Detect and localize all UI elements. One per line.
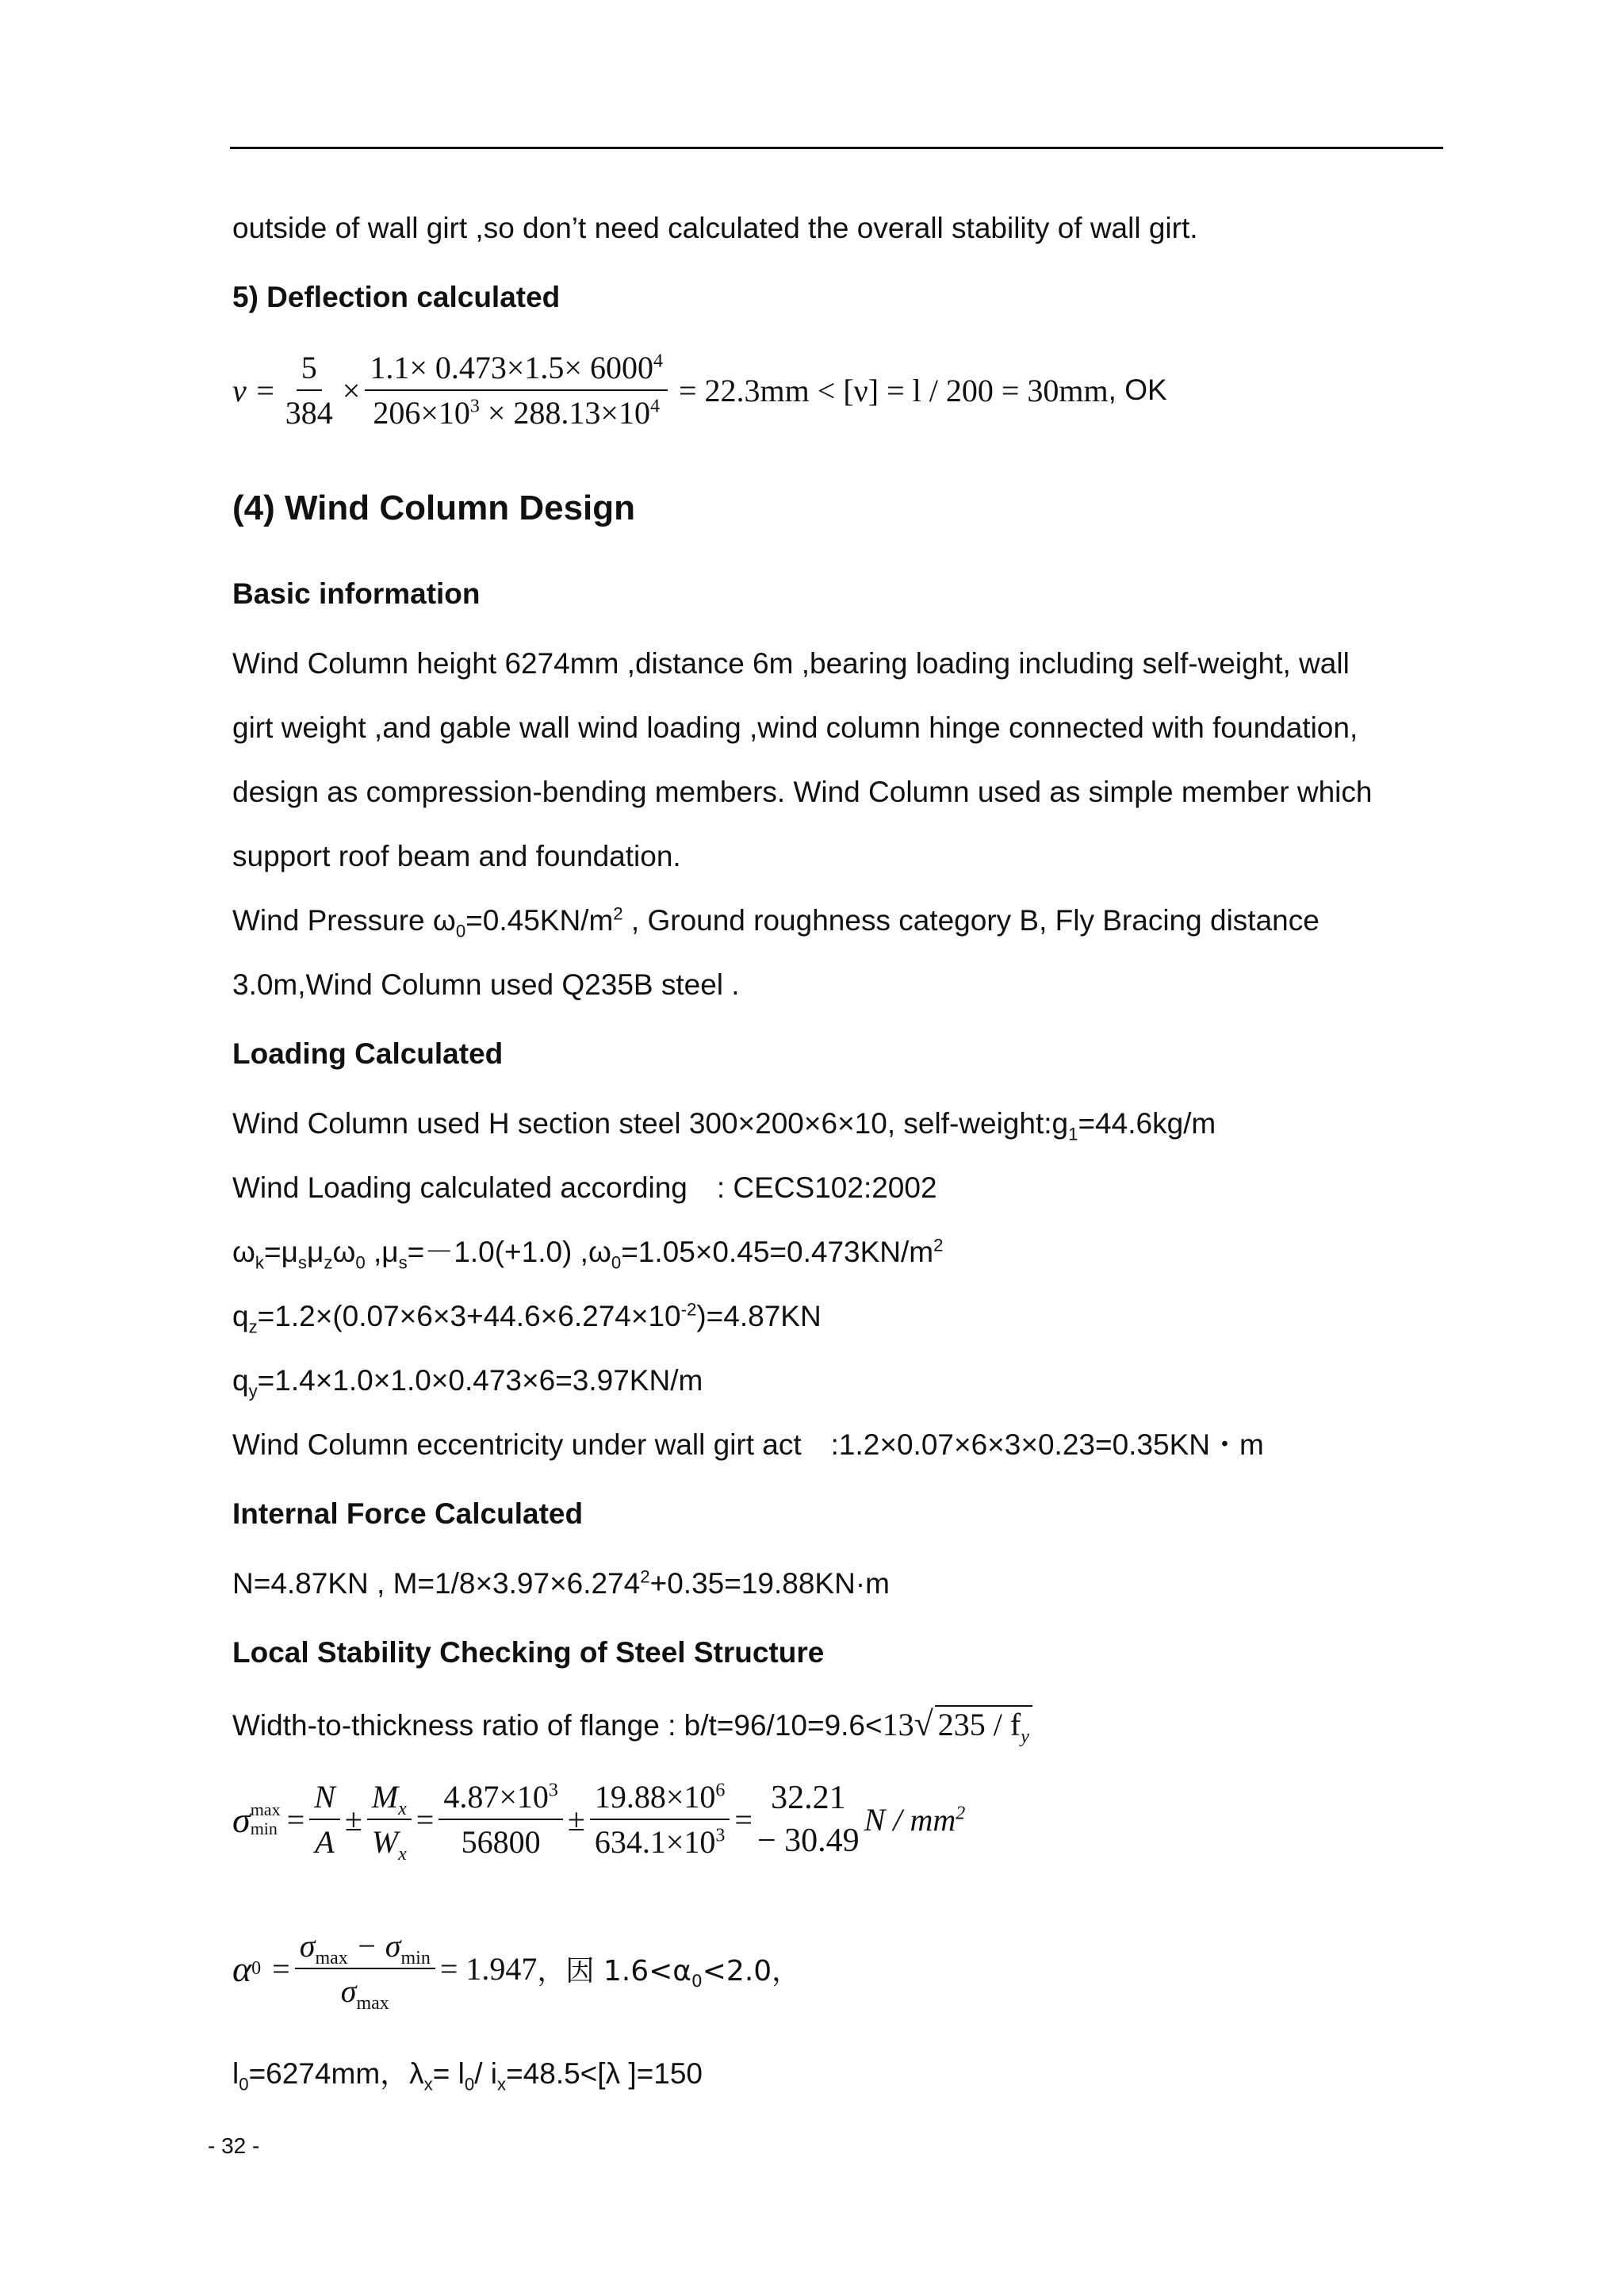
alpha-eq: = [272,1950,290,1987]
deflection-ok: , OK [1108,374,1167,406]
deflection-fraction-2 [365,349,668,431]
times-sign: × [342,372,361,408]
alpha-fraction: $\frac{\sigma_{max} - \sigma_{min}}{\sigma_{max}}$ [295,1927,435,2010]
intro-text: outside of wall girt ,so don’t need calculated the overall stability of wall girt. [232,212,1198,244]
deflection-equation [232,349,1167,431]
frac1-den: 384 [285,395,333,431]
sigma-limits: max min [250,1800,281,1838]
width-thickness-line: Width-to-thickness ratio of flange : b/t=96/10=9.6<13√ $235 / f_y$ [232,1705,1032,1744]
loading-line-1: Wind Column used H section steel 300×200×6×10, self-$weight:g_1=44.6kg/m$ [232,1107,1216,1144]
eccentricity-line: Wind Column eccentricity under wall girt act :1.2×0.07×6×3×0.23=0.35KN・m [232,1428,1264,1461]
internal-force-line: N=4.87KN , $M=1/8\times 3.97\times 6.274^2+0.35=19.88KN\cdot m$ [232,1566,890,1600]
wind-pressure-line: Wind Pressure $\omega_0=0.45KN/m^2$ , Ground roughness category B, Fly Bracing distance [232,903,1320,941]
sigma-equation [232,1777,966,1865]
page-number: - 32 - [208,2133,260,2158]
alpha-symbol: α [232,1948,252,1989]
qz-line: $q_z=1.2\times(0.07\times 6\times 3+44.6\times 6.274\times 10^{-2})=4.87KN$ [232,1299,822,1337]
wind-pressure-line-2: 3.0m,Wind Column used Q235B steel . [232,968,740,1001]
sigma-symbol: σ [232,1799,251,1840]
heading-basic-information: Basic information [232,577,481,610]
sigma-results: 32.21 − 30.49 [756,1780,860,1859]
alpha-equation: α 0 = $\frac{\sigma_{max} - \sigma_{min}}{\sigma_{max}}$ = 1.947 ，因 $1.6<\alpha_0<2.0$， [232,1928,801,2014]
sigma-unit: N / $mm^2$ [864,1801,966,1838]
sigma-frac-v2: $\frac{19.88\times 10^6}{634.1\times 10^3}$ [590,1778,730,1861]
heading-local-stability: Local Stability Checking of Steel Structure [232,1636,825,1669]
qy-line: $q_y=1.4\times 1.0\times 1.0\times 0.473\times 6=3.97KN/m$ [232,1364,703,1401]
sigma-eq: = [286,1801,305,1838]
sigma-eq-3: = [734,1801,753,1838]
wk-line: $\omega_k=\mu_s\mu_z\omega_0$ $,\mu_s=-1.0(+1.0)$ $,\omega_0=1.05\times 0.45=0.473KN/m^2$ [232,1235,944,1273]
heading-deflection: 5) Deflection calculated [232,281,561,313]
sigma-frac-na: $\frac{N}{A}$ [309,1778,340,1861]
frac1-num: 5 [297,349,322,391]
heading-loading-calculated: Loading Calculated [232,1037,504,1070]
l0-lambda-line: $l_0=6274mm$，$\lambda_x= l_0/$ $i_x=48.5<[\lambda$ ]=150 [232,2057,703,2095]
alpha-condition: ，因 $1.6<\alpha_0<2.0$， [537,1954,801,1991]
basic-line-2: girt weight ,and gable wall wind loading ,wind column hinge connected with foundation, [232,711,1358,744]
alpha-rhs: = 1.947 [439,1950,538,1987]
deflection-rhs: = 22.3mm < [ν] = l / 200 = 30mm [679,372,1109,408]
header-rule [230,147,1443,149]
basic-line-4: support roof beam and foundation. [232,840,681,872]
plus-minus-1: ± [344,1801,362,1838]
loading-line-2: Wind Loading calculated according : CECS102:2002 [232,1171,937,1204]
sigma-eq-2: = [416,1801,435,1838]
sigma-frac-mw: $\frac{M_x}{W_x}$ [367,1778,412,1861]
frac2-den: $206\times 10^3 \times 288.13\times 10^4$ [373,395,660,431]
deflection-fraction-1 [281,349,338,431]
basic-line-1: Wind Column height 6274mm ,distance 6m ,bearing loading including self-weight, wall [232,647,1350,680]
deflection-lhs: ν = [232,372,276,408]
sigma-frac-v1: $\frac{4.87\times 10^3}{56800}$ [439,1778,563,1861]
basic-line-3: design as compression-bending members. Wind Column used as simple member which [232,776,1373,808]
frac2-num: $1.1\times 0.473\times 1.5\times 6000^4$ [365,349,668,391]
plus-minus-2: ± [567,1801,585,1838]
heading-wind-column-design: (4) Wind Column Design [232,489,636,527]
heading-internal-force: Internal Force Calculated [232,1497,584,1530]
